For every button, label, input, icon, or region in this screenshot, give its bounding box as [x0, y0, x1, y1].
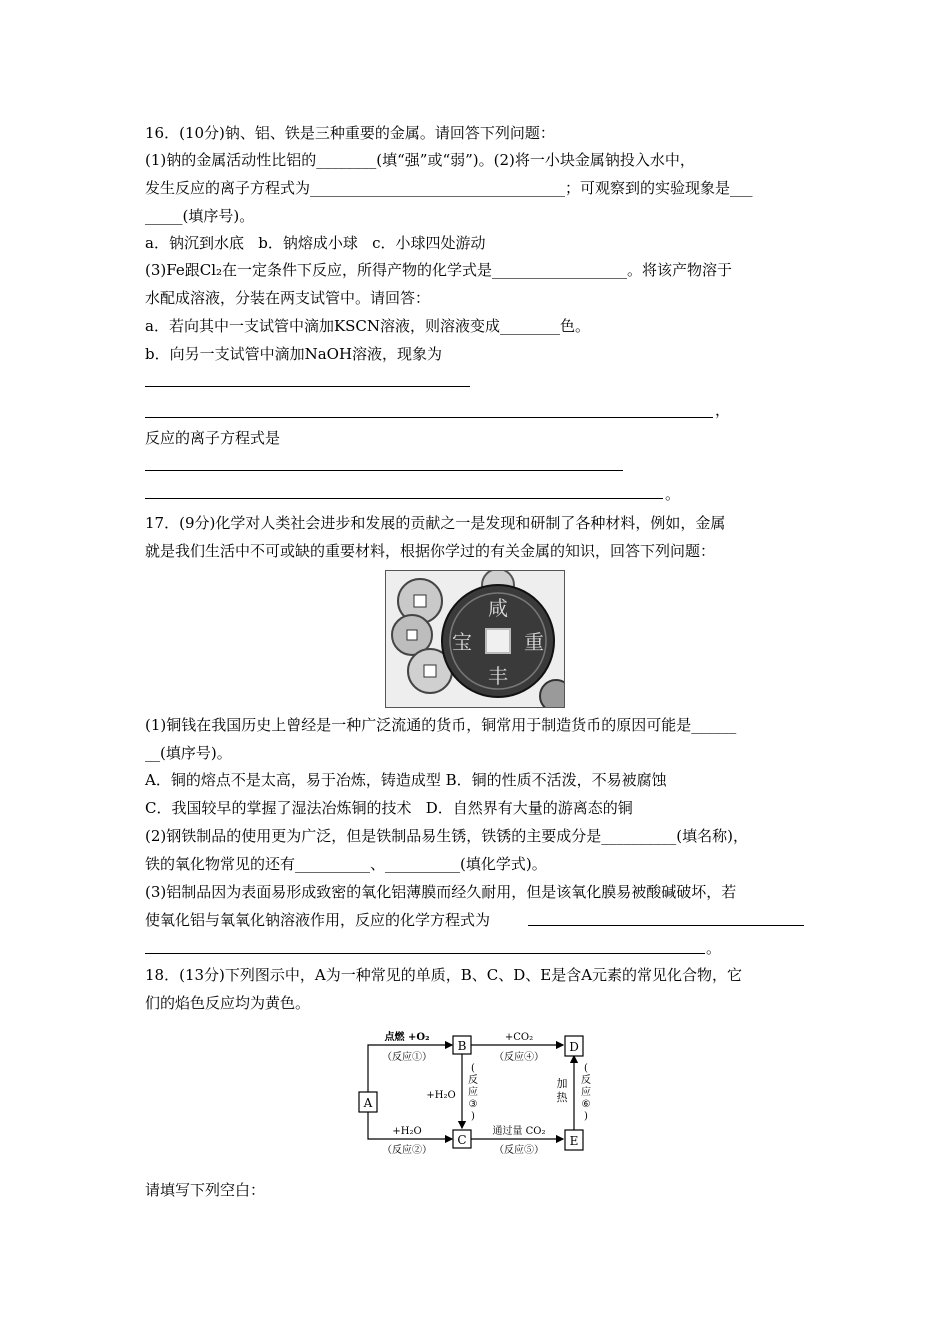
svg-text:反: 反: [468, 1075, 478, 1086]
q17-line-2: 就是我们生活中不可或缺的重要材料，根据你学过的有关金属的知识，回答下列问题：: [145, 542, 716, 560]
svg-text:热: 热: [556, 1091, 568, 1104]
svg-text:D: D: [569, 1040, 579, 1054]
q17-line-3: (1)铜钱在我国历史上曾经是一种广泛流通的货币，铜常用于制造货币的原因可能是______: [145, 716, 737, 734]
svg-text:A: A: [363, 1096, 373, 1110]
svg-text:(: (: [584, 1063, 588, 1074]
svg-text:⑥: ⑥: [581, 1099, 591, 1110]
label-reaction-5-condition: 通过量 CO₂: [492, 1126, 546, 1137]
svg-text:): ): [584, 1111, 588, 1122]
label-reaction-5: （反应⑤）: [494, 1145, 544, 1155]
reaction-flow-diagram: [355, 1025, 595, 1155]
label-reaction-6-condition: [557, 1076, 569, 1104]
q16-line-3: 发生反应的离子方程式为__________________________________；可观察到的实验现象是___: [145, 179, 753, 197]
svg-text:): ): [471, 1111, 475, 1122]
coin-char-right: 重: [524, 630, 544, 654]
label-reaction-6: [581, 1063, 591, 1122]
svg-text:B: B: [457, 1039, 467, 1053]
q17-line-9: (3)铝制品因为表面易形成致密的氧化铝薄膜而经久耐用，但是该氧化膜易被酸碱破坏，若: [145, 883, 737, 901]
large-coin: [442, 585, 554, 697]
coin-char-bottom: 丰: [488, 664, 508, 688]
period: 。: [706, 939, 722, 957]
label-reaction-2: （反应②）: [382, 1145, 432, 1155]
svg-text:反: 反: [581, 1075, 591, 1086]
q16-line-7: 水配成溶液，分装在两支试管中。请回答：: [145, 289, 431, 307]
q17-line-4: __(填序号)。: [145, 744, 232, 762]
svg-text:应: 应: [468, 1087, 478, 1098]
q17-line-10: 使氧化铝与氧氧化钠溶液作用，反应的化学方程式为: [145, 911, 491, 929]
coin-char-top: 咸: [488, 596, 508, 620]
q16-line-2: (1)钠的金属活动性比铝的________(填“强”或“弱”)。(2)将一小块金属钠投入水中，: [145, 151, 695, 169]
coin-char-left: 宝: [452, 630, 472, 654]
label-reaction-2-condition: +H₂O: [392, 1126, 422, 1137]
answer-blank: [145, 953, 705, 954]
q18-line-1: 18．(13分)下列图示中，A为一种常见的单质，B、C、D、E是含A元素的常见化合物，它: [145, 966, 743, 984]
period: 。: [665, 485, 681, 503]
q16-line-8: a．若向其中一支试管中滴加KSCN溶液，则溶液变成________色。: [145, 317, 591, 335]
svg-text:E: E: [569, 1134, 579, 1148]
q16-options: a．钠沉到水底 b．钠熔成小球 c．小球四处游动: [145, 234, 486, 252]
coins-photo: [385, 570, 565, 708]
node-c: [453, 1130, 471, 1148]
q17-line-7: (2)钢铁制品的使用更为广泛，但是铁制品易生锈，铁锈的主要成分是__________(填名称)，: [145, 827, 748, 845]
svg-text:③: ③: [468, 1099, 478, 1110]
svg-text:C: C: [457, 1133, 467, 1147]
node-b: [453, 1036, 471, 1054]
node-a: [359, 1092, 377, 1112]
label-reaction-1: （反应①）: [382, 1052, 432, 1063]
answer-blank: [145, 417, 713, 418]
q16-line-9: b．向另一支试管中滴加NaOH溶液，现象为: [145, 345, 443, 363]
q17-option-cd: C．我国较早的掌握了湿法冶炼铜的技术 D．自然界有大量的游离态的铜: [145, 799, 633, 817]
svg-text:加: 加: [556, 1077, 568, 1090]
label-reaction-4: （反应④）: [494, 1052, 544, 1063]
q18-line-3: 请填写下列空白：: [145, 1181, 266, 1199]
label-reaction-3-condition: +H₂O: [426, 1090, 456, 1101]
node-d: [565, 1036, 583, 1056]
q16-line-4: _____(填序号)。: [145, 207, 255, 225]
svg-text:(: (: [471, 1063, 475, 1074]
q18-line-2: 们的焰色反应均为黄色。: [145, 994, 311, 1012]
answer-blank: [145, 386, 470, 387]
q16-line-10: 反应的离子方程式是: [145, 429, 281, 447]
answer-blank: [145, 470, 623, 471]
answer-blank: [145, 498, 663, 499]
q16-line-1: 16．(10分)钠、铝、铁是三种重要的金属。请回答下列问题：: [145, 124, 555, 142]
svg-text:应: 应: [581, 1087, 591, 1098]
q17-option-ab: A．铜的熔点不是太高，易于冶炼，铸造成型 B．铜的性质不活泼，不易被腐蚀: [145, 771, 667, 789]
q17-line-8: 铁的氧化物常见的还有__________、__________(填化学式)。: [145, 855, 547, 873]
q17-line-1: 17．(9分)化学对人类社会进步和发展的贡献之一是发现和研制了各种材料，例如，金属: [145, 514, 726, 532]
answer-blank: [528, 925, 804, 926]
comma: ，: [715, 401, 731, 419]
node-e: [565, 1130, 583, 1150]
q16-line-6: (3)Fe跟Cl₂在一定条件下反应，所得产物的化学式是__________________。将该产物溶于: [145, 261, 733, 279]
label-reaction-1-condition: 点燃 +O₂: [384, 1032, 430, 1043]
label-reaction-4-condition: +CO₂: [504, 1032, 534, 1043]
label-reaction-3: [468, 1063, 478, 1122]
